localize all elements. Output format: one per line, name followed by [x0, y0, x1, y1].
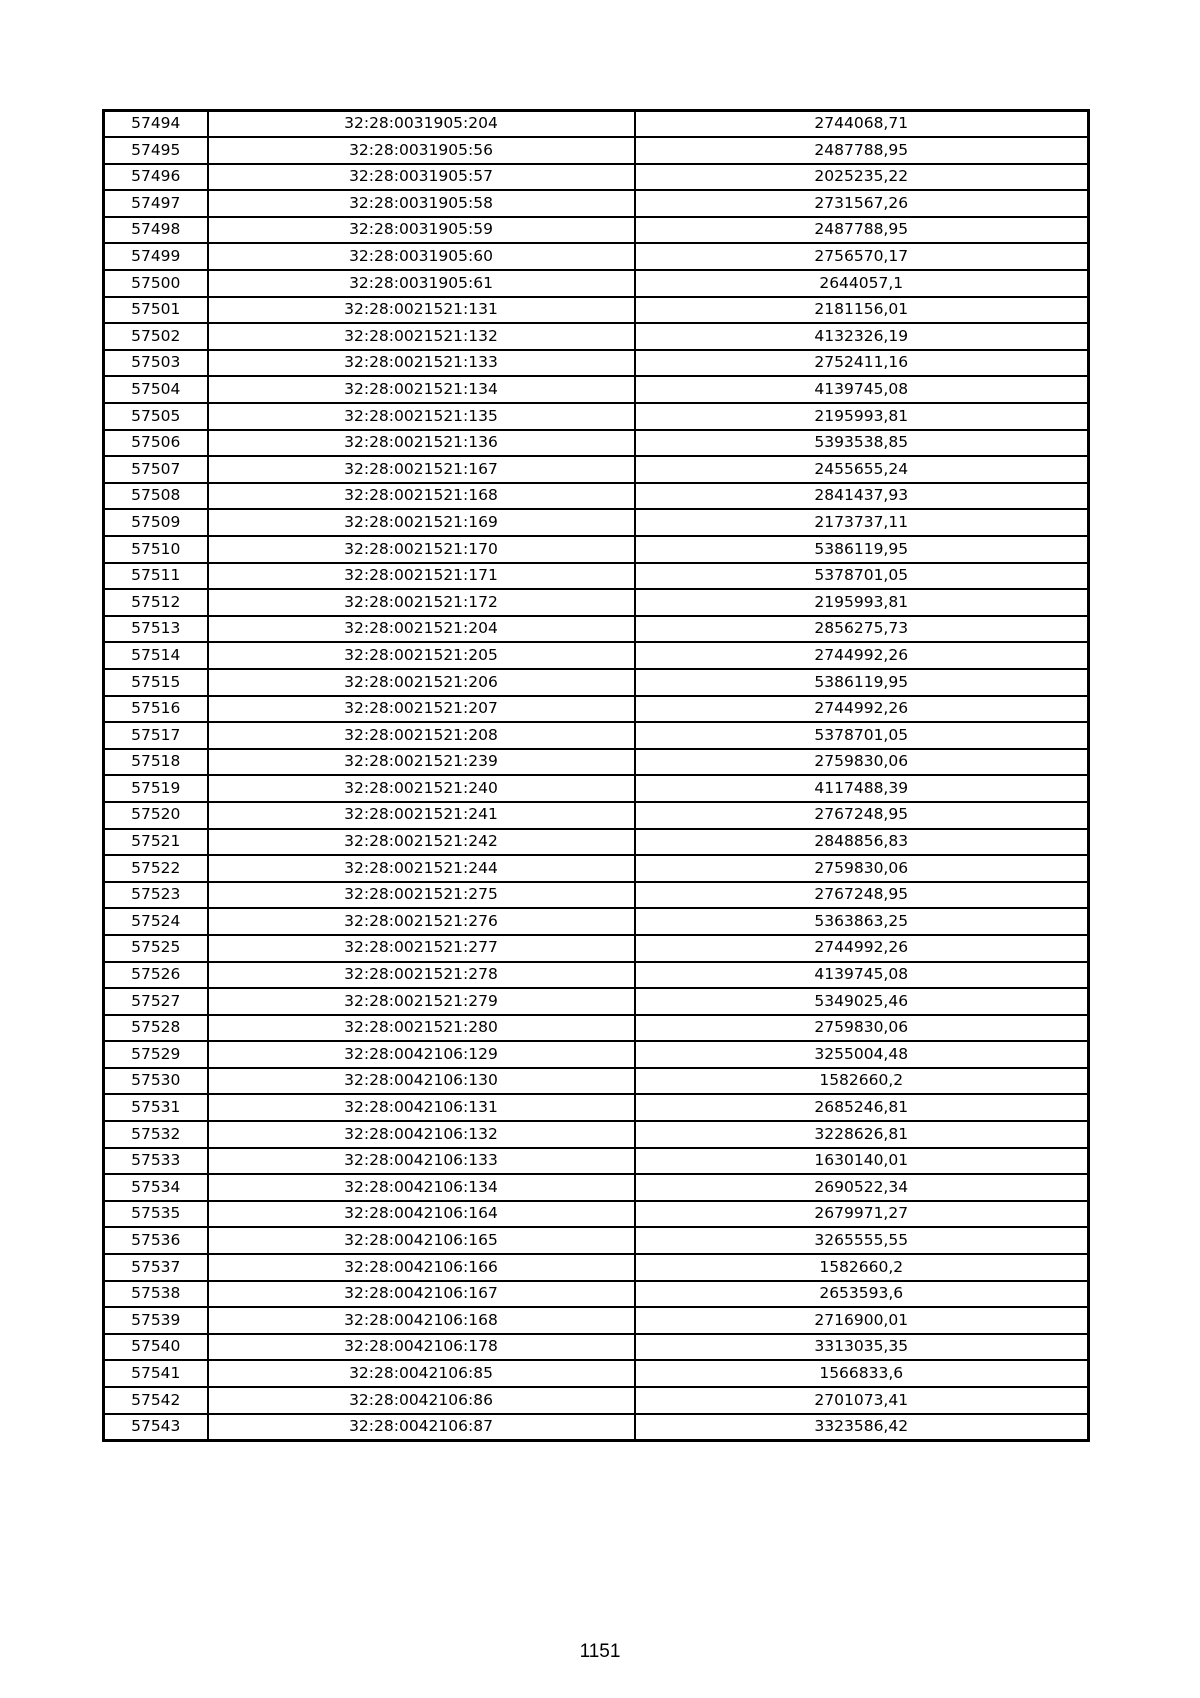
value-cell: 2195993,81: [635, 403, 1089, 430]
row-number-cell: 57514: [104, 642, 208, 669]
table-row: [104, 483, 1089, 510]
row-number-cell: 57505: [104, 403, 208, 430]
cadastral-number-cell: 32:28:0031905:204: [208, 111, 635, 138]
table-row: [104, 1414, 1089, 1441]
cadastral-number-cell: 32:28:0021521:208: [208, 722, 635, 749]
value-cell: 2744068,71: [635, 111, 1089, 138]
value-cell: 2690522,34: [635, 1174, 1089, 1201]
page-number: 1151: [579, 1641, 621, 1662]
table-row: [104, 137, 1089, 164]
row-number-cell: 57509: [104, 509, 208, 536]
cadastral-number-cell: 32:28:0021521:277: [208, 935, 635, 962]
row-number-cell: 57526: [104, 962, 208, 989]
row-number-cell: 57535: [104, 1201, 208, 1228]
cadastral-number-cell: 32:28:0042106:129: [208, 1041, 635, 1068]
value-cell: 2759830,06: [635, 1015, 1089, 1042]
cadastral-number-cell: 32:28:0042106:134: [208, 1174, 635, 1201]
row-number-cell: 57516: [104, 696, 208, 723]
row-number-cell: 57525: [104, 935, 208, 962]
value-cell: 4132326,19: [635, 323, 1089, 350]
value-cell: 2752411,16: [635, 350, 1089, 377]
table-row: [104, 1334, 1089, 1361]
table-row: [104, 1041, 1089, 1068]
row-number-cell: 57501: [104, 297, 208, 324]
cadastral-number-cell: 32:28:0031905:58: [208, 190, 635, 217]
value-cell: 2487788,95: [635, 217, 1089, 244]
row-number-cell: 57510: [104, 536, 208, 563]
table-row: [104, 270, 1089, 297]
value-cell: 2701073,41: [635, 1387, 1089, 1414]
value-cell: 2653593,6: [635, 1281, 1089, 1308]
table-row: [104, 616, 1089, 643]
value-cell: 5378701,05: [635, 722, 1089, 749]
cadastral-number-cell: 32:28:0021521:276: [208, 908, 635, 935]
value-cell: 2487788,95: [635, 137, 1089, 164]
row-number-cell: 57532: [104, 1121, 208, 1148]
row-number-cell: 57517: [104, 722, 208, 749]
table-row: [104, 1068, 1089, 1095]
table-row: [104, 403, 1089, 430]
table-row: [104, 802, 1089, 829]
cadastral-number-cell: 32:28:0021521:167: [208, 456, 635, 483]
table-row: [104, 1307, 1089, 1334]
row-number-cell: 57523: [104, 882, 208, 909]
table-row: [104, 1094, 1089, 1121]
cadastral-number-cell: 32:28:0042106:166: [208, 1254, 635, 1281]
cadastral-number-cell: 32:28:0021521:279: [208, 988, 635, 1015]
row-number-cell: 57518: [104, 749, 208, 776]
value-cell: 4139745,08: [635, 962, 1089, 989]
table-row: [104, 217, 1089, 244]
table-row: [104, 1121, 1089, 1148]
value-cell: 3265555,55: [635, 1227, 1089, 1254]
value-cell: 1566833,6: [635, 1360, 1089, 1387]
table-row: [104, 908, 1089, 935]
table-row: [104, 696, 1089, 723]
value-cell: 5393538,85: [635, 430, 1089, 457]
value-cell: 2759830,06: [635, 749, 1089, 776]
value-cell: 1582660,2: [635, 1254, 1089, 1281]
data-table: [102, 109, 1090, 1442]
row-number-cell: 57530: [104, 1068, 208, 1095]
cadastral-number-cell: 32:28:0031905:61: [208, 270, 635, 297]
cadastral-number-cell: 32:28:0021521:280: [208, 1015, 635, 1042]
table-body: [104, 111, 1089, 1441]
row-number-cell: 57497: [104, 190, 208, 217]
row-number-cell: 57495: [104, 137, 208, 164]
row-number-cell: 57513: [104, 616, 208, 643]
value-cell: 3313035,35: [635, 1334, 1089, 1361]
table-row: [104, 722, 1089, 749]
cadastral-number-cell: 32:28:0021521:168: [208, 483, 635, 510]
row-number-cell: 57503: [104, 350, 208, 377]
table-row: [104, 376, 1089, 403]
cadastral-number-cell: 32:28:0021521:133: [208, 350, 635, 377]
row-number-cell: 57543: [104, 1414, 208, 1441]
row-number-cell: 57499: [104, 243, 208, 270]
value-cell: 2856275,73: [635, 616, 1089, 643]
value-cell: 2716900,01: [635, 1307, 1089, 1334]
row-number-cell: 57520: [104, 802, 208, 829]
value-cell: 1582660,2: [635, 1068, 1089, 1095]
table-row: [104, 323, 1089, 350]
table-row: [104, 855, 1089, 882]
cadastral-number-cell: 32:28:0021521:132: [208, 323, 635, 350]
cadastral-number-cell: 32:28:0021521:170: [208, 536, 635, 563]
cadastral-number-cell: 32:28:0042106:87: [208, 1414, 635, 1441]
cadastral-number-cell: 32:28:0021521:135: [208, 403, 635, 430]
table-row: [104, 164, 1089, 191]
table-row: [104, 589, 1089, 616]
row-number-cell: 57524: [104, 908, 208, 935]
cadastral-number-cell: 32:28:0042106:131: [208, 1094, 635, 1121]
value-cell: 3228626,81: [635, 1121, 1089, 1148]
value-cell: 2025235,22: [635, 164, 1089, 191]
cadastral-number-cell: 32:28:0042106:164: [208, 1201, 635, 1228]
value-cell: 2173737,11: [635, 509, 1089, 536]
table-row: [104, 430, 1089, 457]
cadastral-number-cell: 32:28:0021521:172: [208, 589, 635, 616]
cadastral-number-cell: 32:28:0031905:57: [208, 164, 635, 191]
row-number-cell: 57512: [104, 589, 208, 616]
cadastral-number-cell: 32:28:0042106:168: [208, 1307, 635, 1334]
row-number-cell: 57506: [104, 430, 208, 457]
cadastral-number-cell: 32:28:0021521:134: [208, 376, 635, 403]
row-number-cell: 57538: [104, 1281, 208, 1308]
cadastral-number-cell: 32:28:0021521:136: [208, 430, 635, 457]
table-row: [104, 935, 1089, 962]
value-cell: 5349025,46: [635, 988, 1089, 1015]
table-row: [104, 749, 1089, 776]
table-row: [104, 350, 1089, 377]
table-row: [104, 882, 1089, 909]
value-cell: 5378701,05: [635, 563, 1089, 590]
table-row: [104, 1015, 1089, 1042]
table-row: [104, 829, 1089, 856]
value-cell: 2759830,06: [635, 855, 1089, 882]
value-cell: 2644057,1: [635, 270, 1089, 297]
value-cell: 3255004,48: [635, 1041, 1089, 1068]
table-row: [104, 775, 1089, 802]
row-number-cell: 57496: [104, 164, 208, 191]
cadastral-number-cell: 32:28:0042106:85: [208, 1360, 635, 1387]
cadastral-number-cell: 32:28:0021521:206: [208, 669, 635, 696]
table-row: [104, 1281, 1089, 1308]
row-number-cell: 57536: [104, 1227, 208, 1254]
value-cell: 2195993,81: [635, 589, 1089, 616]
table-row: [104, 1227, 1089, 1254]
cadastral-number-cell: 32:28:0042106:167: [208, 1281, 635, 1308]
row-number-cell: 57528: [104, 1015, 208, 1042]
cadastral-number-cell: 32:28:0021521:241: [208, 802, 635, 829]
table-row: [104, 456, 1089, 483]
value-cell: 2848856,83: [635, 829, 1089, 856]
row-number-cell: 57541: [104, 1360, 208, 1387]
table-row: [104, 642, 1089, 669]
cadastral-number-cell: 32:28:0042106:165: [208, 1227, 635, 1254]
row-number-cell: 57498: [104, 217, 208, 244]
cadastral-number-cell: 32:28:0042106:178: [208, 1334, 635, 1361]
cadastral-number-cell: 32:28:0021521:131: [208, 297, 635, 324]
value-cell: 3323586,42: [635, 1414, 1089, 1441]
cadastral-number-cell: 32:28:0031905:59: [208, 217, 635, 244]
row-number-cell: 57511: [104, 563, 208, 590]
row-number-cell: 57504: [104, 376, 208, 403]
cadastral-number-cell: 32:28:0021521:169: [208, 509, 635, 536]
row-number-cell: 57534: [104, 1174, 208, 1201]
table-row: [104, 669, 1089, 696]
table-row: [104, 111, 1089, 138]
row-number-cell: 57507: [104, 456, 208, 483]
cadastral-number-cell: 32:28:0021521:275: [208, 882, 635, 909]
table-row: [104, 1148, 1089, 1175]
value-cell: 1630140,01: [635, 1148, 1089, 1175]
value-cell: 4139745,08: [635, 376, 1089, 403]
value-cell: 4117488,39: [635, 775, 1089, 802]
table-row: [104, 1360, 1089, 1387]
cadastral-number-cell: 32:28:0021521:278: [208, 962, 635, 989]
row-number-cell: 57508: [104, 483, 208, 510]
cadastral-number-cell: 32:28:0042106:86: [208, 1387, 635, 1414]
value-cell: 2181156,01: [635, 297, 1089, 324]
value-cell: 5363863,25: [635, 908, 1089, 935]
table-row: [104, 297, 1089, 324]
table-row: [104, 1254, 1089, 1281]
table-row: [104, 563, 1089, 590]
row-number-cell: 57502: [104, 323, 208, 350]
cadastral-number-cell: 32:28:0042106:132: [208, 1121, 635, 1148]
cadastral-number-cell: 32:28:0031905:60: [208, 243, 635, 270]
value-cell: 2767248,95: [635, 882, 1089, 909]
table-row: [104, 243, 1089, 270]
value-cell: 2756570,17: [635, 243, 1089, 270]
cadastral-number-cell: 32:28:0021521:207: [208, 696, 635, 723]
value-cell: 2744992,26: [635, 642, 1089, 669]
cadastral-number-cell: 32:28:0031905:56: [208, 137, 635, 164]
value-cell: 2685246,81: [635, 1094, 1089, 1121]
cadastral-number-cell: 32:28:0021521:244: [208, 855, 635, 882]
row-number-cell: 57522: [104, 855, 208, 882]
row-number-cell: 57540: [104, 1334, 208, 1361]
value-cell: 2731567,26: [635, 190, 1089, 217]
value-cell: 2744992,26: [635, 696, 1089, 723]
table-row: [104, 1387, 1089, 1414]
row-number-cell: 57521: [104, 829, 208, 856]
row-number-cell: 57539: [104, 1307, 208, 1334]
cadastral-number-cell: 32:28:0021521:240: [208, 775, 635, 802]
cadastral-number-cell: 32:28:0021521:171: [208, 563, 635, 590]
table-row: [104, 190, 1089, 217]
row-number-cell: 57515: [104, 669, 208, 696]
row-number-cell: 57527: [104, 988, 208, 1015]
cadastral-number-cell: 32:28:0042106:133: [208, 1148, 635, 1175]
cadastral-number-cell: 32:28:0021521:242: [208, 829, 635, 856]
row-number-cell: 57519: [104, 775, 208, 802]
row-number-cell: 57494: [104, 111, 208, 138]
table-row: [104, 1201, 1089, 1228]
value-cell: 2841437,93: [635, 483, 1089, 510]
value-cell: 2744992,26: [635, 935, 1089, 962]
cadastral-number-cell: 32:28:0042106:130: [208, 1068, 635, 1095]
table-row: [104, 988, 1089, 1015]
row-number-cell: 57500: [104, 270, 208, 297]
cadastral-number-cell: 32:28:0021521:204: [208, 616, 635, 643]
value-cell: 2679971,27: [635, 1201, 1089, 1228]
row-number-cell: 57537: [104, 1254, 208, 1281]
value-cell: 2767248,95: [635, 802, 1089, 829]
value-cell: 5386119,95: [635, 669, 1089, 696]
cadastral-number-cell: 32:28:0021521:205: [208, 642, 635, 669]
row-number-cell: 57533: [104, 1148, 208, 1175]
value-cell: 5386119,95: [635, 536, 1089, 563]
row-number-cell: 57531: [104, 1094, 208, 1121]
row-number-cell: 57529: [104, 1041, 208, 1068]
table-row: [104, 509, 1089, 536]
row-number-cell: 57542: [104, 1387, 208, 1414]
table-row: [104, 962, 1089, 989]
value-cell: 2455655,24: [635, 456, 1089, 483]
table-row: [104, 1174, 1089, 1201]
cadastral-number-cell: 32:28:0021521:239: [208, 749, 635, 776]
table-row: [104, 536, 1089, 563]
